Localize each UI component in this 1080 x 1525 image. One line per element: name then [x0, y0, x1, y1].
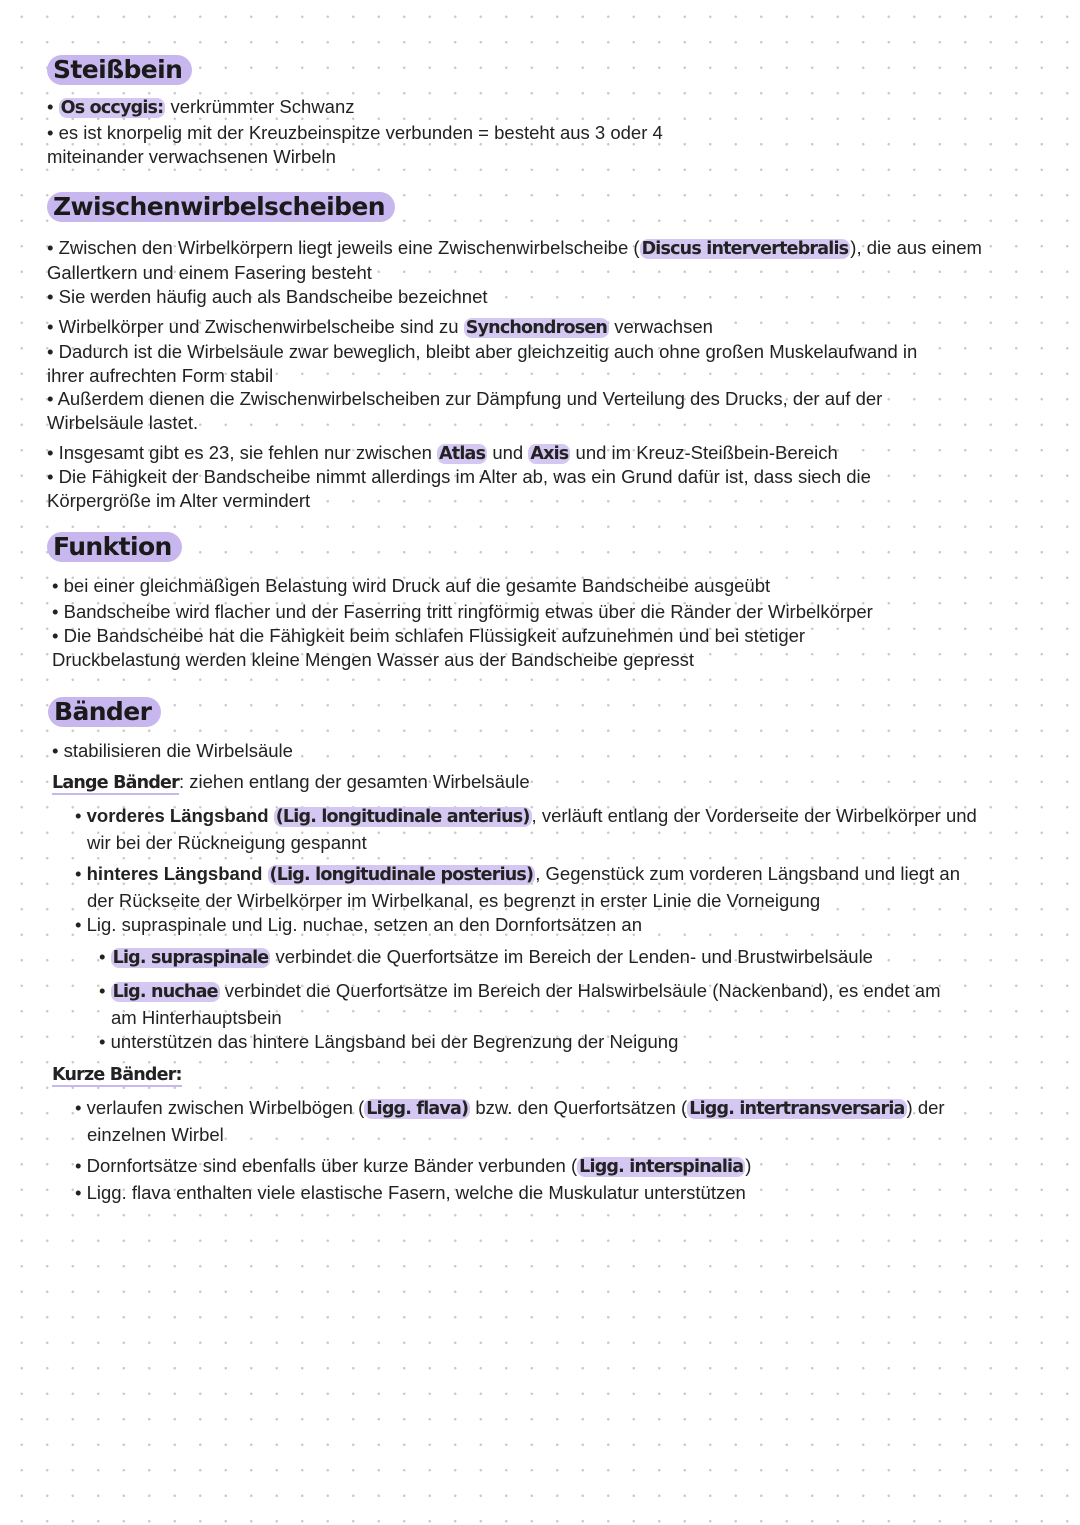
zw-line-4	[47, 315, 713, 340]
text: , Gegenstück zum vorderen Längsband und liegt an	[535, 863, 961, 884]
zw-line-6: ihrer aufrechten Form stabil	[47, 365, 274, 386]
term-lig-long-posterius: (Lig. longitudinale posterius)	[269, 865, 534, 885]
term-ligg-interspinalia: Ligg. interspinalia	[579, 1157, 744, 1177]
text: verwachsen	[609, 316, 713, 337]
text: : ziehen entlang der gesamten Wirbelsäule	[178, 771, 530, 792]
baender-line-1: • stabilisieren die Wirbelsäule	[52, 740, 293, 761]
text: bzw. den Querfortsätzen (	[470, 1097, 688, 1118]
unterstuetzen-line: • unterstützen das hintere Längsband bei der Begrenzung der Neigung	[99, 1031, 679, 1052]
bullet: •	[75, 805, 82, 826]
term-discus: Discus intervertebralis	[641, 239, 849, 259]
zw-line-8: Wirbelsäule lastet.	[47, 412, 199, 433]
text: • Insgesamt gibt es 23, sie fehlen nur zwischen	[47, 442, 438, 463]
steissbein-line-2: • es ist knorpelig mit der Kreuzbeinspitze verbunden = besteht aus 3 oder 4	[47, 122, 663, 143]
zw-line-11: Körpergröße im Alter vermindert	[47, 490, 311, 511]
steissbein-line-3: miteinander verwachsenen Wirbeln	[47, 146, 336, 167]
text: )	[745, 1155, 752, 1176]
hinteres-laengsband-line	[75, 862, 960, 887]
text: und	[487, 442, 529, 463]
heading-steissbein: Steißbein	[47, 55, 192, 85]
bold-text: hinteres Längsband	[86, 863, 263, 884]
text: , verläuft entlang der Vorderseite der Wirbelkörper und	[531, 805, 977, 826]
bullet: •	[47, 96, 54, 117]
lange-baender-line	[52, 770, 530, 795]
term-atlas: Atlas	[439, 444, 486, 464]
text: und im Kreuz-Steißbein-Bereich	[570, 442, 838, 463]
text: ) der	[906, 1097, 945, 1118]
hinteres-laengsband-line-2: der Rückseite der Wirbelkörper im Wirbelkanal, es begrenzt in erster Linie die Vorneigung	[87, 890, 821, 911]
zw-line-1	[47, 236, 982, 261]
lig-nuchae-line	[99, 979, 941, 1004]
kurze-line-1	[75, 1096, 945, 1121]
heading-zwischenwirbelscheiben: Zwischenwirbelscheiben	[47, 192, 395, 222]
text: • Zwischen den Wirbelkörpern liegt jeweils eine Zwischenwirbelscheibe (	[47, 237, 640, 258]
text: ), die aus einem	[850, 237, 982, 258]
bullet: •	[99, 946, 106, 967]
kurze-line-3: • Ligg. flava enthalten viele elastische Fasern, welche die Muskulatur unterstützen	[75, 1182, 746, 1203]
zw-line-10: • Die Fähigkeit der Bandscheibe nimmt allerdings im Alter ab, was ein Grund dafür ist, dass siech die	[47, 466, 871, 487]
term-axis: Axis	[530, 444, 569, 464]
funktion-line-4: Druckbelastung werden kleine Mengen Wasser aus der Bandscheibe gepresst	[52, 649, 695, 670]
label-lange-baender: Lange Bänder	[52, 773, 179, 793]
term-ligg-intertransversaria: Ligg. intertransversaria	[689, 1099, 905, 1119]
zw-line-3: • Sie werden häufig auch als Bandscheibe bezeichnet	[47, 286, 488, 307]
vorderes-laengsband-line-2: wir bei der Rückneigung gespannt	[87, 832, 367, 853]
zw-line-7: • Außerdem dienen die Zwischenwirbelscheiben zur Dämpfung und Verteilung des Drucks, der auf der	[47, 388, 883, 409]
heading-baender: Bänder	[48, 697, 161, 727]
lig-nuchae-line-2: am Hinterhauptsbein	[111, 1007, 282, 1028]
steissbein-line-1	[47, 95, 354, 120]
term-lig-nuchae: Lig. nuchae	[112, 982, 218, 1002]
text: • verlaufen zwischen Wirbelbögen (	[75, 1097, 365, 1118]
vorderes-laengsband-line	[75, 804, 977, 829]
term-os-occygis: Os occygis:	[60, 98, 164, 118]
kurze-line-2	[75, 1154, 751, 1179]
bullet: •	[99, 980, 106, 1001]
kurze-line-1b: einzelnen Wirbel	[87, 1124, 224, 1145]
text: verbindet die Querfortsätze im Bereich der Lenden- und Brustwirbelsäule	[270, 946, 873, 967]
funktion-line-2: • Bandscheibe wird flacher und der Faserring tritt ringförmig etwas über die Ränder der Wirbelkörper	[52, 601, 873, 622]
term-lig-supraspinale: Lig. supraspinale	[112, 948, 269, 968]
text: verkrümmter Schwanz	[165, 96, 355, 117]
term-lig-long-anterius: (Lig. longitudinale anterius)	[275, 807, 530, 827]
zw-line-5: • Dadurch ist die Wirbelsäule zwar beweglich, bleibt aber gleichzeitig auch ohne großen Muskelaufwand in	[47, 341, 918, 362]
kurze-baender-line	[52, 1062, 182, 1087]
text: • Dornfortsätze sind ebenfalls über kurze Bänder verbunden (	[75, 1155, 578, 1176]
zw-line-9	[47, 441, 838, 466]
supraspinale-nuchae-line: • Lig. supraspinale und Lig. nuchae, setzen an den Dornfortsätzen an	[75, 914, 642, 935]
bullet: •	[75, 863, 82, 884]
term-synchondrosen: Synchondrosen	[465, 318, 608, 338]
heading-funktion: Funktion	[47, 532, 182, 562]
bold-text: vorderes Längsband	[86, 805, 269, 826]
zw-line-2: Gallertkern und einem Fasering besteht	[47, 262, 372, 283]
label-kurze-baender: Kurze Bänder:	[52, 1065, 182, 1085]
term-ligg-flava: Ligg. flava)	[366, 1099, 469, 1119]
text: • Wirbelkörper und Zwischenwirbelscheibe sind zu	[47, 316, 464, 337]
text: verbindet die Querfortsätze im Bereich der Halswirbelsäule (Nackenband), es endet am	[219, 980, 941, 1001]
funktion-line-3: • Die Bandscheibe hat die Fähigkeit beim schlafen Flüssigkeit aufzunehmen und bei stetiger	[52, 625, 806, 646]
lig-supraspinale-line	[99, 945, 873, 970]
funktion-line-1: • bei einer gleichmäßigen Belastung wird Druck auf die gesamte Bandscheibe ausgeübt	[52, 575, 771, 596]
